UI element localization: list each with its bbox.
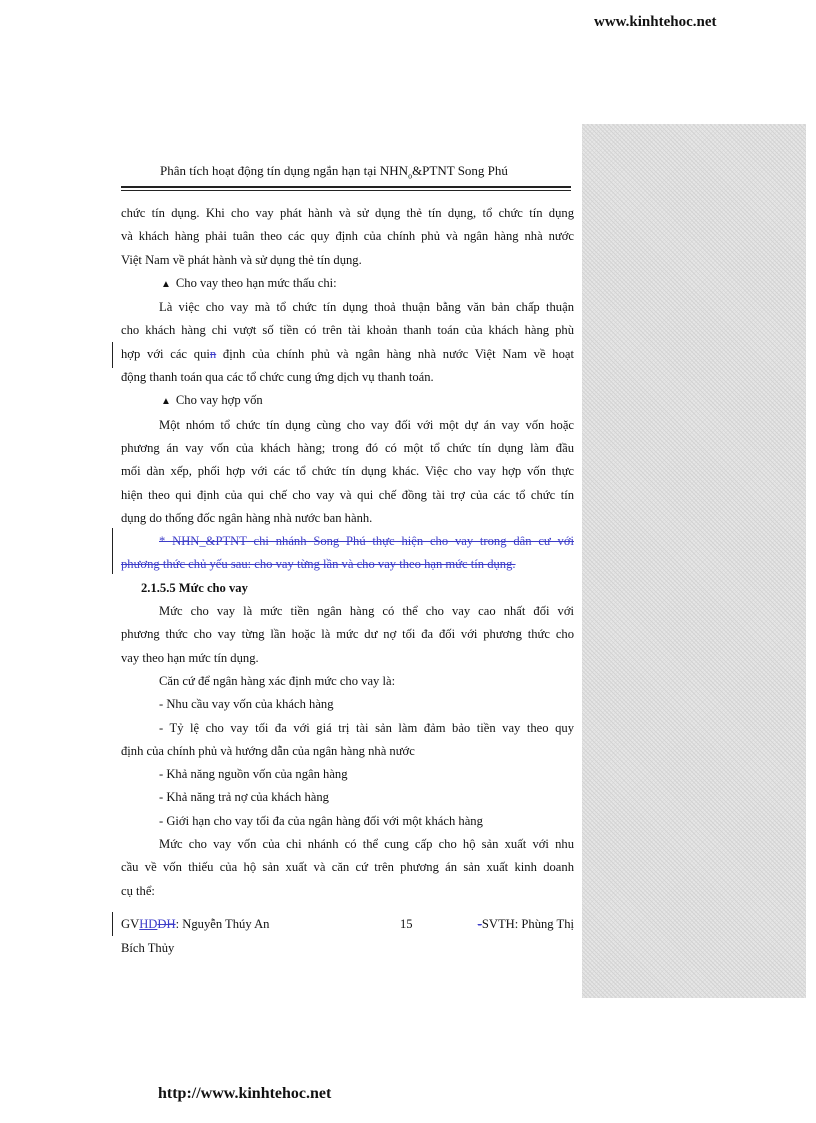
paragraph-line: cụ thể:: [121, 883, 155, 898]
paragraph-line: Căn cứ để ngân hàng xác định mức cho vay là:: [159, 673, 396, 688]
running-header: [160, 163, 508, 181]
paragraph-line: hiện theo qui định của qui chế cho vay và qui chế đồng tài trợ của các tổ chức tín: [121, 487, 574, 502]
paragraph-line: phương án vay vốn của khách hàng; trong đó có một tổ chức tín dụng làm đầu: [121, 440, 574, 455]
paragraph-line: Mức cho vay là mức tiền ngân hàng có thể cho vay cao nhất đối với: [159, 604, 574, 619]
dash-item: - Khả năng trả nợ của khách hàng: [159, 790, 329, 805]
revision-change-bar: [112, 912, 113, 936]
triangle-bullet-icon: ▲: [161, 278, 171, 290]
footer-supervisor: GVHDDH: Nguyễn Thúy An: [121, 917, 270, 931]
footer-student-name: Bích Thủy: [121, 941, 175, 955]
site-url-top[interactable]: www.kinhtehoc.net: [594, 14, 717, 30]
deleted-text: -: [477, 917, 482, 931]
header-title: Phân tích hoạt động tín dụng ngắn hạn tại NHN: [160, 163, 409, 178]
revision-change-bar: [112, 342, 113, 368]
bullet-text: Cho vay hợp vốn: [175, 393, 263, 408]
header-title-end: &PTNT Song Phú: [412, 163, 508, 178]
header-rule-thin: [121, 190, 571, 191]
comment-margin-pane: [582, 124, 806, 998]
paragraph-line: mối dàn xếp, phối hợp với các tổ chức tín dụng khác. Việc cho vay hợp vốn thực: [121, 464, 574, 479]
site-url-bottom[interactable]: http://www.kinhtehoc.net: [158, 1085, 332, 1102]
deleted-paragraph-line: * NHN_&PTNT chi nhánh Song Phú thực hiện cho vay trong dân cư với: [159, 534, 574, 549]
header-subscript: o: [408, 171, 413, 181]
paragraph-line: và khách hàng phải tuân theo các quy định của chính phủ và ngân hàng nhà nước: [121, 229, 574, 244]
bullet-item: [121, 272, 574, 296]
dash-item: - Khả năng nguồn vốn của ngân hàng: [159, 767, 348, 782]
dash-item: - Tỷ lệ cho vay tối đa với giá trị tài sản làm đảm bảo tiền vay theo quy: [159, 720, 574, 735]
paragraph-line: chức tín dụng. Khi cho vay phát hành và sử dụng thẻ tín dụng, tổ chức tín dụng: [121, 206, 574, 220]
paragraph-line: Việt Nam về phát hành và sử dụng thẻ tín dụng.: [121, 252, 362, 267]
paragraph-line: cho khách hàng chi vượt số tiền có trên tài khoản thanh toán của khách hàng phù: [121, 323, 574, 338]
paragraph-line-with-revision: [121, 343, 574, 366]
page-footer: [121, 912, 574, 960]
paragraph-line: dụng do thống đốc ngân hàng nhà nước ban hành.: [121, 510, 373, 525]
dash-item: - Nhu cầu vay vốn của khách hàng: [159, 697, 334, 712]
paragraph-line: phương thức cho vay từng lần hoặc là mức dư nợ tối đa đối với phương thức cho: [121, 627, 574, 642]
header-rule: [121, 186, 571, 188]
page-number: 15: [400, 917, 413, 931]
footer-student: -SVTH: Phùng Thị: [477, 917, 574, 931]
dash-item-continued: định của chính phủ và hướng dẫn của ngân hàng nhà nước: [121, 743, 415, 758]
bullet-text: Cho vay theo hạn mức thấu chi:: [175, 275, 337, 290]
section-heading: 2.1.5.5 Mức cho vay: [141, 580, 248, 595]
revision-change-bar: [112, 528, 113, 574]
paragraph-line: Một nhóm tổ chức tín dụng cùng cho vay đối với một dự án vay vốn hoặc: [159, 417, 574, 432]
paragraph-line: động thanh toán qua các tổ chức cung ứng dịch vụ thanh toán.: [121, 370, 434, 385]
deleted-text: n: [209, 346, 217, 361]
triangle-bullet-icon: ▲: [161, 396, 171, 408]
text-run: hợp với các qui: [121, 346, 210, 361]
bullet-item: [121, 389, 574, 413]
paragraph-line: Mức cho vay vốn của chi nhánh có thể cung cấp cho hộ sản xuất với nhu: [159, 837, 574, 852]
inserted-text: HD: [139, 917, 158, 931]
dash-item: - Giới hạn cho vay tối đa của ngân hàng đối với một khách hàng: [159, 813, 483, 828]
deleted-text: DH: [157, 917, 176, 931]
deleted-paragraph-line: phương thức chủ yếu sau: cho vay từng lần và cho vay theo hạn mức tín dụng.: [121, 557, 516, 572]
text-run: định của chính phủ và ngân hàng nhà nước Việt Nam về hoạt: [216, 346, 574, 361]
paragraph-line: Là việc cho vay mà tổ chức tín dụng thoả thuận bằng văn bản chấp thuận: [159, 300, 574, 315]
paragraph-line: vay theo hạn mức tín dụng.: [121, 650, 259, 665]
page-body: [121, 202, 574, 903]
paragraph-line: cầu về vốn thiếu của hộ sản xuất và căn cứ trên phương án sản xuất kinh doanh: [121, 860, 574, 875]
